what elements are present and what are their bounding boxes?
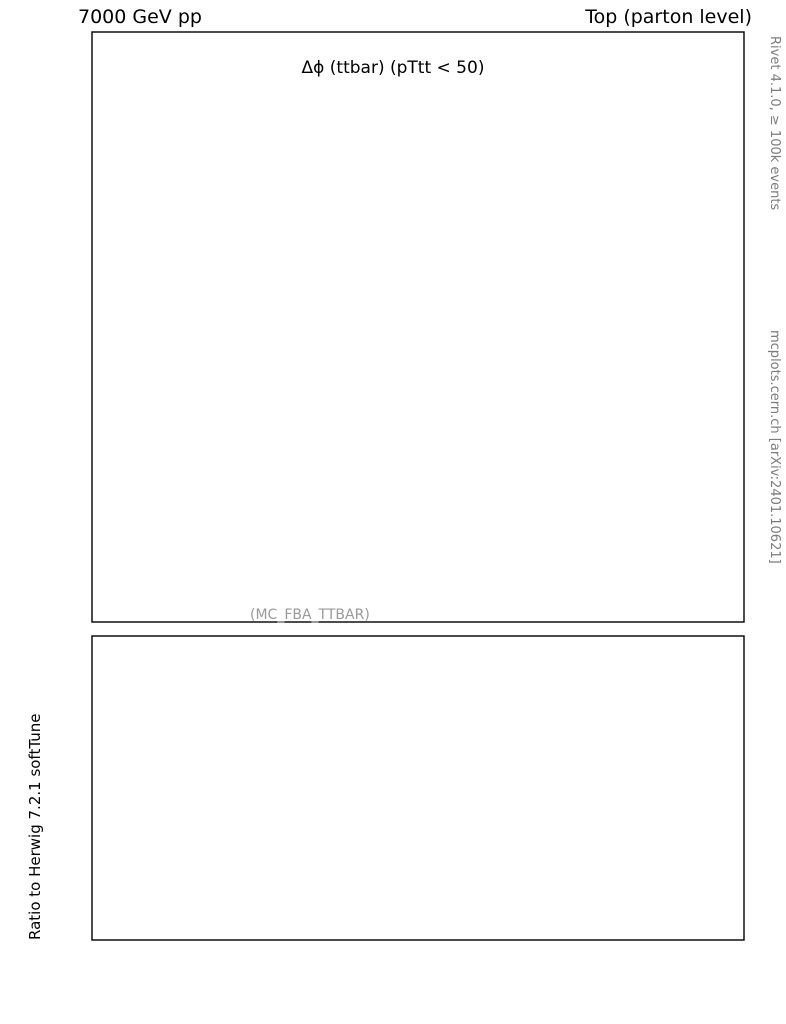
header-right: Top (parton level) xyxy=(585,6,752,28)
ratio-ylabel: Ratio to Herwig 7.2.1 softTune xyxy=(26,713,44,940)
side-text-top: Rivet 4.1.0, ≥ 100k events xyxy=(767,36,782,211)
ratio-panel-frame xyxy=(92,636,744,940)
main-panel-frame xyxy=(92,32,744,622)
header-left: 7000 GeV pp xyxy=(78,6,202,28)
watermark: (MC_FBA_TTBAR) xyxy=(250,607,370,623)
chart-title: Δϕ (ttbar) (pTtt < 50) xyxy=(301,58,485,78)
side-text-mid: mcplots.cern.ch [arXiv:2401.10621] xyxy=(767,330,782,564)
